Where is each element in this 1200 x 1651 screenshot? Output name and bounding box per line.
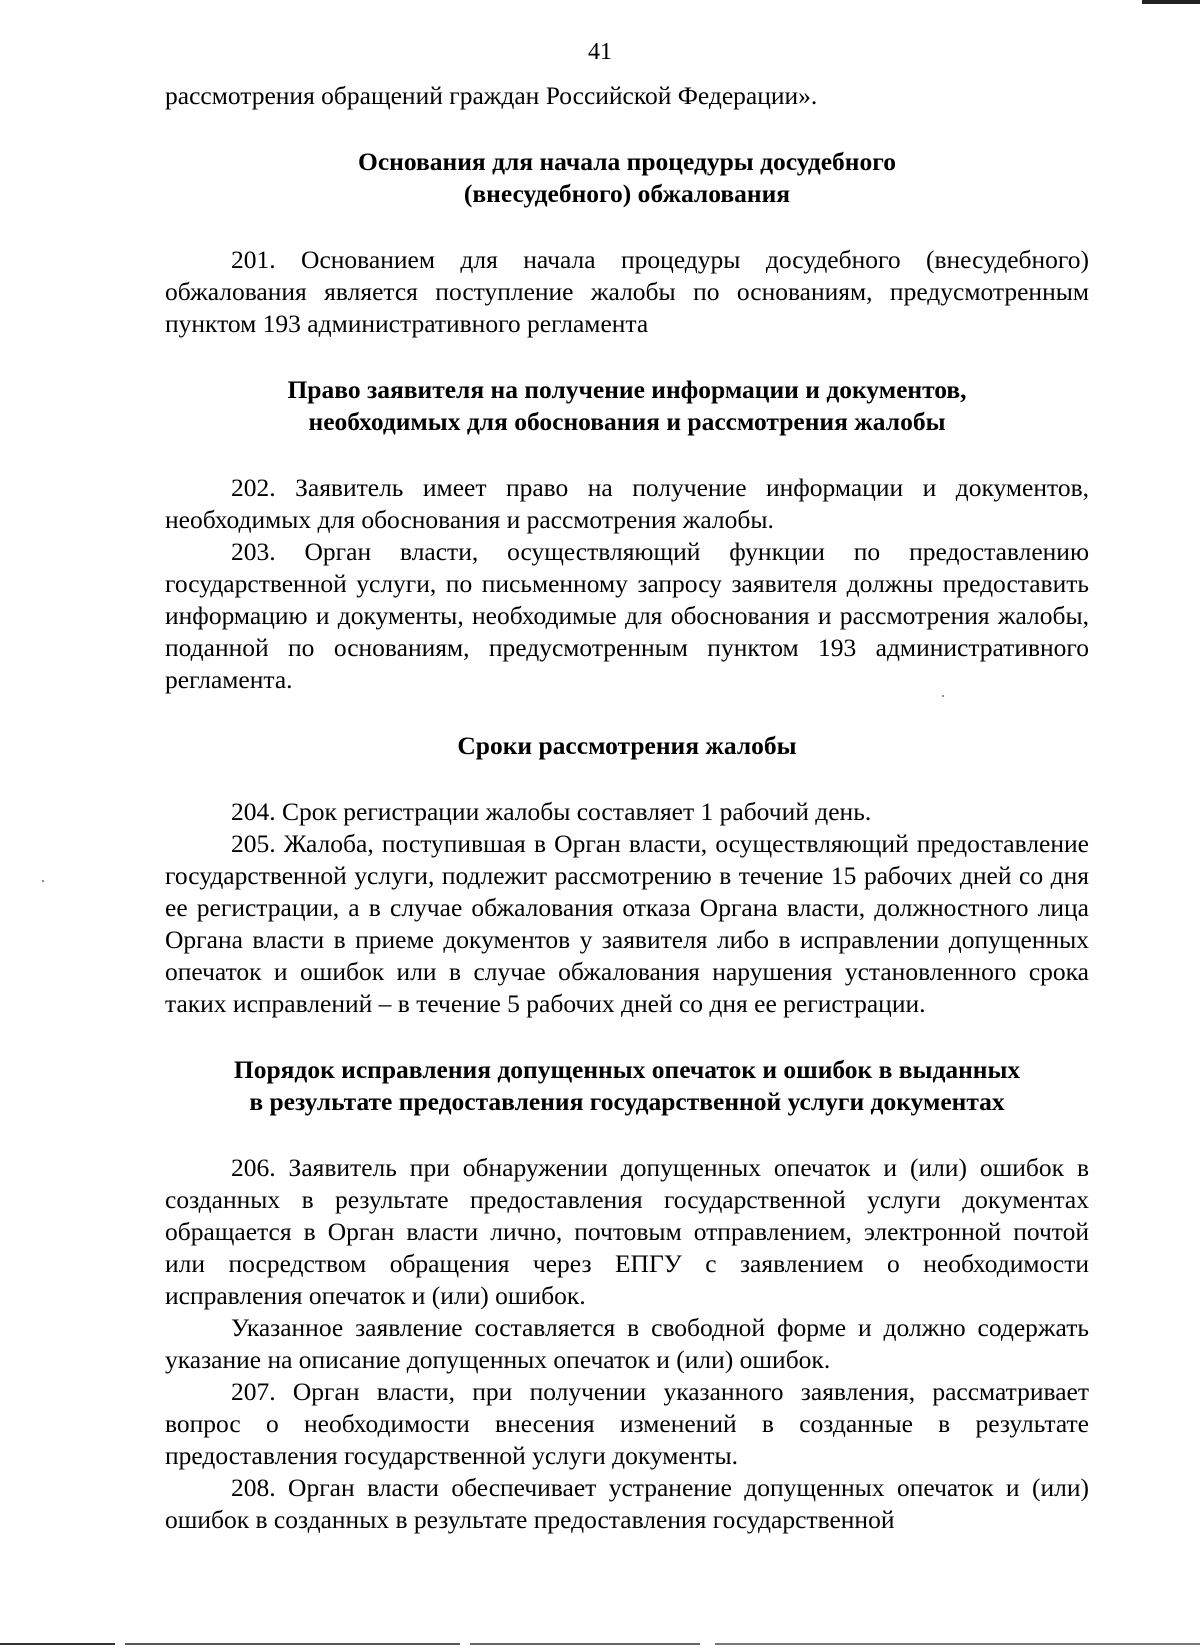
paragraph-203: 203. Орган власти, осуществляющий функции по предоставлению государственной услуги, по письменному запросу заявителя должны предоставить информацию и документы, необходимые для обоснования и рассмотрения жалобы, поданной по основаниям, предусмотренным пунктом 193 административного регламента. <box>165 537 1089 694</box>
paragraph-204: 204. Срок регистрации жалобы составляет 1 рабочий день. <box>231 797 872 826</box>
paragraph-208: 208. Орган власти обеспечивает устранение допущенных опечаток и (или) ошибок в созданных в результате предоставления государственной <box>165 1473 1089 1534</box>
paragraph-207: 207. Орган власти, при получении указанного заявления, рассматривает вопрос о необходимости внесения изменений в созданные в результате предоставления государственной услуги документы. <box>165 1377 1089 1470</box>
scan-bottom-edge <box>0 1643 1200 1645</box>
section-heading-typo-correction: Порядок исправления допущенных опечаток и ошибок в выданных в результате предоставления государственной услуги документах <box>233 1055 1021 1116</box>
paragraph-205: 205. Жалоба, поступившая в Орган власти, осуществляющий предоставление государственной услуги, подлежит рассмотрению в течение 15 рабочих дней со дня ее регистрации, а в случае обжалования отказа Органа власти, должностного лица Органа власти в приеме документов у заявителя либо в исправлении допущенных опечаток и ошибок или в случае обжалования нарушения установленного срока таких исправлений – в течение 5 рабочих дней со дня ее регистрации. <box>165 829 1089 1018</box>
paragraph-202: 202. Заявитель имеет право на получение информации и документов, необходимых для обоснования и рассмотрения жалобы. <box>165 473 1089 534</box>
document-body <box>165 80 1089 1536</box>
paragraph-continuation: рассмотрения обращений граждан Российской Федерации». <box>165 81 818 110</box>
scan-speck <box>42 880 44 882</box>
page-number: 41 <box>588 39 612 65</box>
scan-speck <box>942 695 944 697</box>
section-heading-appeal-grounds: Основания для начала процедуры досудебного (внесудебного) обжалования <box>358 147 896 208</box>
paragraph-206-note: Указанное заявление составляется в свободной форме и должно содержать указание на описание допущенных опечаток и (или) ошибок. <box>165 1313 1089 1374</box>
paragraph-206: 206. Заявитель при обнаружении допущенных опечаток и (или) ошибок в созданных в результате предоставления государственной услуги документах обращается в Орган власти лично, почтовым отправлением, электронной почтой или посредством обращения через ЕПГУ с заявлением о необходимости исправления опечаток и (или) ошибок. <box>165 1153 1089 1310</box>
paragraph-201: 201. Основанием для начала процедуры досудебного (внесудебного) обжалования является поступление жалобы по основаниям, предусмотренным пунктом 193 административного регламента <box>165 245 1089 338</box>
section-heading-applicant-rights: Право заявителя на получение информации и документов, необходимых для обоснования и рассмотрения жалобы <box>287 375 967 436</box>
section-heading-review-terms: Сроки рассмотрения жалобы <box>457 731 797 760</box>
scan-edge-mark <box>1142 0 1200 4</box>
